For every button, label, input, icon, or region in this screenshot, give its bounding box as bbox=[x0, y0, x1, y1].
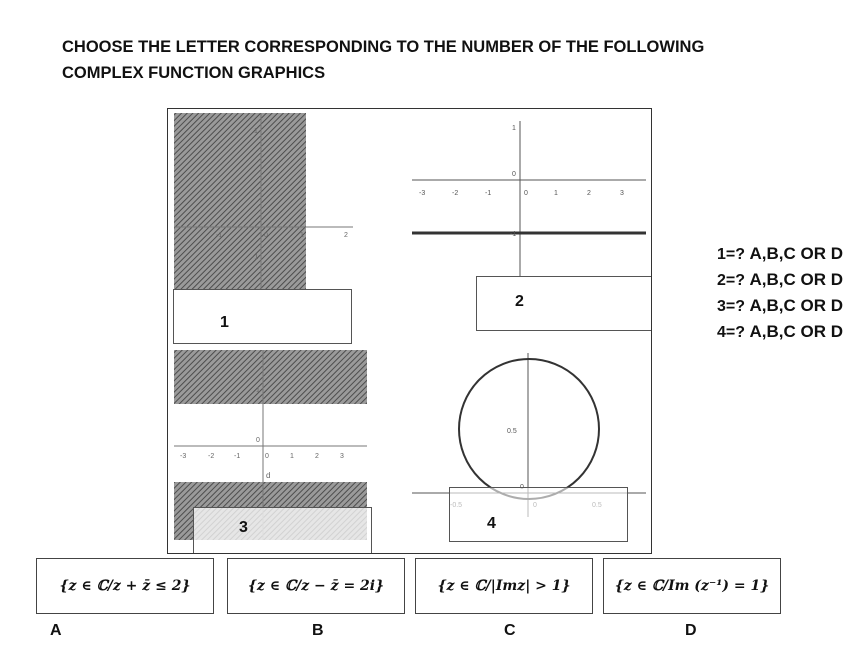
option-a-set: {z ∈ ℂ/z + z̄ ≤ 2} bbox=[59, 578, 191, 594]
question-1-prefix: 1=? bbox=[717, 246, 746, 263]
graph-1-tick-y-1: 1 bbox=[254, 128, 258, 135]
option-c-box bbox=[415, 558, 593, 614]
graph-3-label-box bbox=[193, 507, 372, 554]
graph-2-tick-y-1: 1 bbox=[512, 125, 516, 132]
graph-3-tick-y-1: 1 bbox=[256, 387, 260, 394]
graph-2-tick-x-2: -2 bbox=[452, 190, 459, 197]
question-2 bbox=[717, 267, 843, 294]
graph-2-tick-x-1: -3 bbox=[419, 190, 426, 197]
graph-4-number: 4 bbox=[487, 515, 496, 532]
option-d-set: {z ∈ ℂ/Im (z⁻¹) = 1} bbox=[614, 578, 770, 594]
graph-2-tick-y-2: 0 bbox=[512, 171, 516, 178]
question-4-text: A,B,C OR D bbox=[749, 322, 843, 341]
graph-2-tick-x-7: 3 bbox=[620, 190, 624, 197]
graph-3-tick-x-6: 2 bbox=[315, 453, 319, 460]
graph-3-tick-x-2: -2 bbox=[208, 453, 215, 460]
graph-3-tick-x-5: 1 bbox=[290, 453, 294, 460]
graph-2-tick-x-4: 0 bbox=[524, 190, 528, 197]
option-b-box bbox=[227, 558, 405, 614]
graph-1-tick-y-2: -1 bbox=[252, 254, 259, 261]
graph-2-label-box bbox=[476, 276, 652, 331]
graph-4-circle bbox=[459, 359, 599, 499]
question-4-prefix: 4=? bbox=[717, 324, 746, 341]
title-line-1: CHOOSE THE LETTER CORRESPONDING TO THE NUMBER OF THE FOLLOWING bbox=[62, 38, 705, 56]
title-line-2: COMPLEX FUNCTION GRAPHICS bbox=[62, 64, 326, 82]
option-a-box bbox=[36, 558, 214, 614]
question-2-prefix: 2=? bbox=[717, 272, 746, 289]
option-c-letter: C bbox=[504, 622, 516, 639]
graph-1-shaded-region bbox=[174, 113, 306, 303]
graph-1-tick-x-1: -1 bbox=[216, 232, 223, 239]
question-3 bbox=[717, 293, 843, 320]
graph-2-tick-x-3: -1 bbox=[485, 190, 492, 197]
graph-3-label-d: d bbox=[266, 471, 271, 480]
graph-4-label-box bbox=[449, 487, 628, 542]
graph-1-label-box bbox=[173, 289, 352, 344]
option-b-letter: B bbox=[312, 622, 324, 639]
question-3-text: A,B,C OR D bbox=[749, 296, 843, 315]
option-d-letter: D bbox=[685, 622, 697, 639]
graph-1 bbox=[174, 113, 353, 303]
graph-3-upper-band bbox=[174, 350, 367, 404]
graph-2-number: 2 bbox=[515, 293, 524, 310]
option-b-set: {z ∈ ℂ/z − z̄ = 2i} bbox=[247, 578, 385, 594]
option-d-box bbox=[603, 558, 781, 614]
graph-3-tick-x-3: -1 bbox=[234, 453, 241, 460]
graph-3-number: 3 bbox=[239, 519, 248, 536]
graph-2 bbox=[412, 121, 646, 290]
graph-1-tick-x-3: 1 bbox=[300, 232, 304, 239]
graph-2-tick-y-3: -1 bbox=[510, 231, 517, 238]
graphs-figure bbox=[167, 108, 652, 554]
question-1-text: A,B,C OR D bbox=[749, 244, 843, 263]
question-2-text: A,B,C OR D bbox=[749, 270, 843, 289]
graph-3-tick-x-7: 3 bbox=[340, 453, 344, 460]
graph-3-tick-x-1: -3 bbox=[180, 453, 187, 460]
graph-4-tick-y-1: 0.5 bbox=[507, 428, 517, 435]
graph-2-tick-x-6: 2 bbox=[587, 190, 591, 197]
option-c-set: {z ∈ ℂ/|Imz| > 1} bbox=[437, 578, 571, 594]
graph-3-tick-x-4: 0 bbox=[265, 453, 269, 460]
instruction-title bbox=[62, 34, 782, 86]
question-1 bbox=[717, 241, 843, 268]
graph-1-tick-x-4: 2 bbox=[344, 232, 348, 239]
graph-2-tick-x-5: 1 bbox=[554, 190, 558, 197]
option-a-letter: A bbox=[50, 622, 62, 639]
question-3-prefix: 3=? bbox=[717, 298, 746, 315]
graph-1-number: 1 bbox=[220, 314, 229, 331]
question-4 bbox=[717, 319, 843, 346]
graph-1-tick-x-2: 0 bbox=[264, 232, 268, 239]
graph-3-tick-y-2: 0 bbox=[256, 437, 260, 444]
